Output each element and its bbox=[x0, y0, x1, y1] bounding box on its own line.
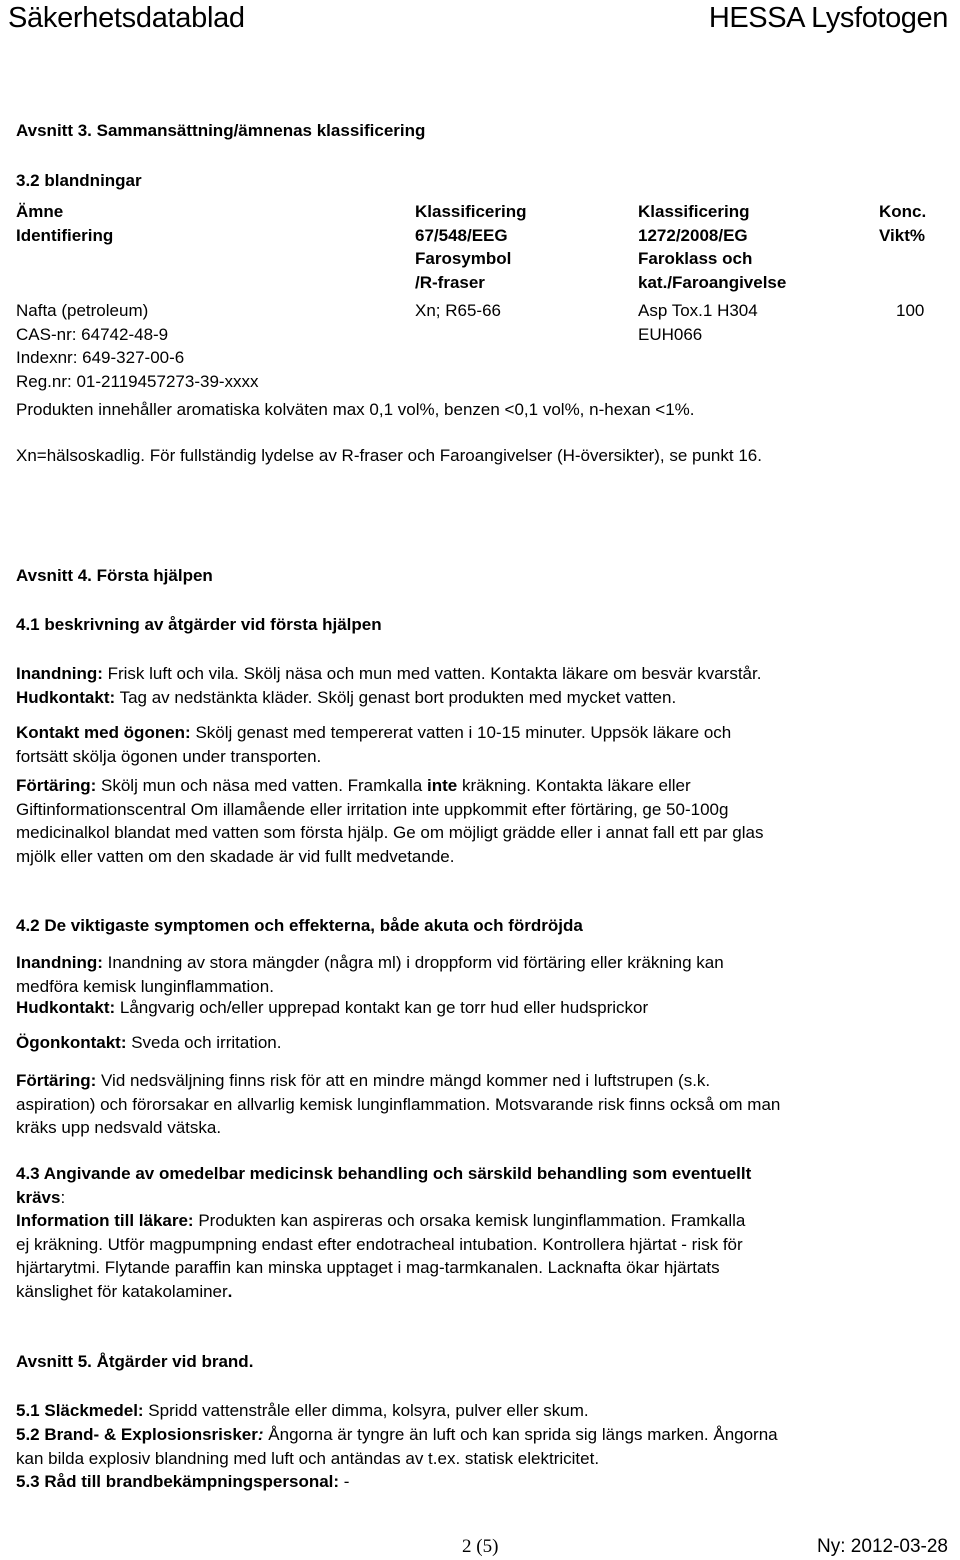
emphasis: inte bbox=[426, 776, 458, 795]
header-line: Klassificering bbox=[638, 202, 750, 221]
text: aspiration) och förorsakar en allvarlig kemisk lunginflammation. Motsvarande risk finns också om man bbox=[16, 1094, 781, 1114]
document-title: Säkerhetsdatablad bbox=[8, 2, 245, 34]
s42-inandning bbox=[16, 951, 724, 998]
substance-line: Reg.nr: 01-2119457273-39-xxxx bbox=[16, 371, 259, 391]
table-header-eg bbox=[638, 200, 786, 294]
label: Förtäring: bbox=[16, 776, 97, 795]
label: 5.3 Råd till brandbekämpningspersonal: bbox=[16, 1472, 340, 1491]
header-line: Faroklass och bbox=[638, 249, 753, 268]
header-line: kat./Faroangivelse bbox=[638, 272, 787, 292]
header-line: /R-fraser bbox=[415, 272, 485, 292]
text: Giftinformationscentral Om illamående eller irritation inte uppkommit efter förtäring, ge 50-100g bbox=[16, 799, 729, 819]
text: hjärtarytmi. Flytande paraffin kan minska upptaget i mag-tarmkanalen. Lacknafta ökar hjärtats bbox=[16, 1258, 720, 1277]
section5-heading: Avsnitt 5. Åtgärder vid brand. bbox=[16, 1352, 254, 1371]
concentration-value: 100 bbox=[896, 301, 925, 320]
classification-line: Asp Tox.1 H304 bbox=[638, 301, 758, 320]
text: Frisk luft och vila. Skölj näsa och mun med vatten. Kontakta läkare om besvär kvarstår. bbox=[102, 664, 762, 683]
text: medföra kemisk lunginflammation. bbox=[16, 976, 274, 996]
revision-date: Ny: 2012-03-28 bbox=[817, 1536, 948, 1557]
text: Inandning av stora mängder (några ml) i droppform vid förtäring eller kräkning kan bbox=[102, 953, 724, 972]
product-name: HESSA Lysfotogen bbox=[708, 2, 948, 34]
page-number: 2 (5) bbox=[462, 1536, 499, 1557]
aromatics-note: Produkten innehåller aromatiska kolväten max 0,1 vol%, benzen <0,1 vol%, n-hexan <1%. bbox=[16, 400, 695, 419]
s42-hudkontakt bbox=[16, 998, 648, 1018]
text: Vid nedsväljning finns risk för att en mindre mängd kommer ned i luftstrupen (s.k. bbox=[96, 1071, 711, 1090]
text: kräks upp nedsvald vätska. bbox=[16, 1118, 222, 1137]
s41-ogon bbox=[16, 721, 731, 768]
text: Långvarig och/eller upprepad kontakt kan ge torr hud eller hudsprickor bbox=[115, 998, 649, 1017]
s42-fortaring bbox=[16, 1069, 780, 1140]
colon: : bbox=[60, 1187, 66, 1207]
header-line: Farosymbol bbox=[415, 249, 512, 268]
section3-heading: Avsnitt 3. Sammansättning/ämnenas klassificering bbox=[16, 121, 426, 140]
s41-fortaring bbox=[16, 774, 763, 868]
text: känslighet för katakolaminer bbox=[16, 1281, 228, 1301]
s43-information bbox=[16, 1209, 745, 1303]
section4-heading: Avsnitt 4. Första hjälpen bbox=[16, 566, 213, 585]
header-line: 1272/2008/EG bbox=[638, 225, 748, 245]
header-line: 67/548/EEG bbox=[415, 225, 508, 245]
table-header-concentration bbox=[879, 200, 926, 247]
label: Inandning: bbox=[16, 953, 103, 972]
label: Hudkontakt: bbox=[16, 998, 116, 1017]
colon: : bbox=[257, 1425, 264, 1444]
s53-brandpersonal bbox=[16, 1472, 349, 1492]
substance-line: CAS-nr: 64742-48-9 bbox=[16, 324, 169, 344]
text: Skölj mun och näsa med vatten. Framkalla bbox=[96, 776, 427, 795]
label: Inandning: bbox=[16, 664, 103, 683]
xn-note: Xn=hälsoskadlig. För fullständig lydelse av R-fraser och Faroangivelser (H-översikter), se punkt 16. bbox=[16, 446, 762, 465]
text: Spridd vattenstråle eller dimma, kolsyra, pulver eller skum. bbox=[143, 1401, 589, 1420]
text: ej kräkning. Utför magpumpning endast efter endotracheal intubation. Kontrollera hjärtat - risk för bbox=[16, 1234, 743, 1254]
s41-inandning bbox=[16, 664, 761, 684]
s52-brandrisker bbox=[16, 1423, 778, 1470]
label: Information till läkare: bbox=[16, 1211, 194, 1230]
text: Skölj genast med tempererat vatten i 10-15 minuter. Uppsök läkare och bbox=[190, 723, 732, 742]
text: Produkten kan aspireras och orsaka kemisk lunginflammation. Framkalla bbox=[193, 1211, 746, 1230]
header-line: Klassificering bbox=[415, 202, 527, 221]
substance-line: Nafta (petroleum) bbox=[16, 301, 149, 320]
label: Ögonkontakt: bbox=[16, 1033, 127, 1052]
s41-hudkontakt bbox=[16, 688, 676, 708]
text: Ångorna är tyngre än luft och kan sprida sig längs marken. Ångorna bbox=[263, 1425, 778, 1444]
heading-line: 4.3 Angivande av omedelbar medicinsk behandling och särskild behandling som eventuellt bbox=[16, 1164, 752, 1183]
heading-line: krävs bbox=[16, 1187, 61, 1207]
section4-1-heading: 4.1 beskrivning av åtgärder vid första hjälpen bbox=[16, 615, 382, 634]
header-line: Identifiering bbox=[16, 225, 114, 245]
header-line: Vikt% bbox=[879, 225, 925, 245]
text: Tag av nedstänkta kläder. Skölj genast bort produkten med mycket vatten. bbox=[115, 688, 677, 707]
classification-eg bbox=[638, 299, 758, 346]
text: Sveda och irritation. bbox=[126, 1033, 282, 1052]
classification-eeg: Xn; R65-66 bbox=[415, 301, 501, 320]
label: 5.2 Brand- & Explosionsrisker bbox=[16, 1425, 258, 1444]
label: Förtäring: bbox=[16, 1071, 97, 1090]
text: mjölk eller vatten om den skadade är vid fullt medvetande. bbox=[16, 846, 455, 866]
section3-2-heading: 3.2 blandningar bbox=[16, 171, 142, 190]
text: kan bilda explosiv blandning med luft och antändas av t.ex. statisk elektricitet. bbox=[16, 1448, 600, 1468]
text: - bbox=[339, 1472, 350, 1491]
text: medicinalkol blandat med vatten som första hjälp. Ge om möjligt grädde eller i annat fall ett par glas bbox=[16, 823, 764, 842]
substance-identification bbox=[16, 299, 259, 393]
section4-3-heading bbox=[16, 1162, 751, 1209]
header-line: Konc. bbox=[879, 202, 927, 221]
label: Kontakt med ögonen: bbox=[16, 723, 191, 742]
label: Hudkontakt: bbox=[16, 688, 116, 707]
header-line: Ämne bbox=[16, 202, 64, 221]
text: kräkning. Kontakta läkare eller bbox=[457, 776, 691, 795]
text: fortsätt skölja ögonen under transporten. bbox=[16, 746, 322, 766]
substance-line: Indexnr: 649-327-00-6 bbox=[16, 348, 185, 367]
table-header-eeg bbox=[415, 200, 527, 294]
label: 5.1 Släckmedel: bbox=[16, 1401, 144, 1420]
s51-slackmedel bbox=[16, 1401, 589, 1421]
s42-ogonkontakt bbox=[16, 1033, 281, 1053]
table-header-substance bbox=[16, 200, 113, 247]
period: . bbox=[227, 1281, 233, 1301]
section4-2-heading: 4.2 De viktigaste symptomen och effekterna, både akuta och fördröjda bbox=[16, 916, 583, 935]
classification-line: EUH066 bbox=[638, 324, 703, 344]
